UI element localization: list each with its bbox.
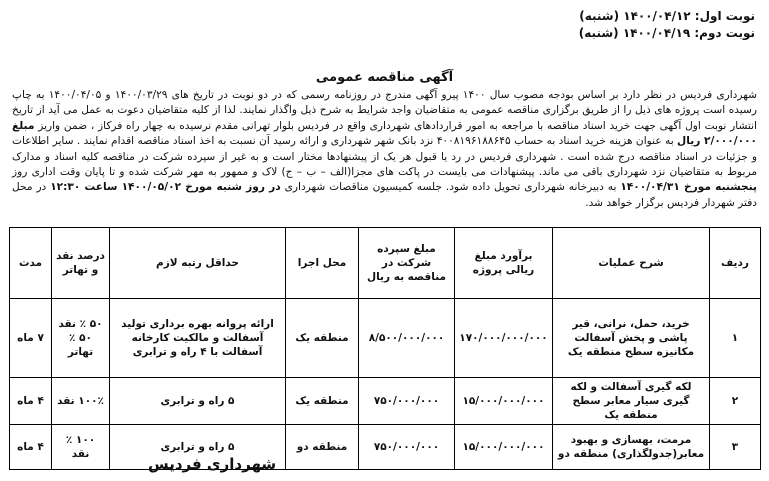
- header-grade: حداقل رتبه لازم: [110, 228, 286, 299]
- row-payment: ۱۰۰ ٪ نقد: [52, 425, 110, 470]
- row-description: لکه گیری آسفالت و لکه گیری سیار معابر سطح منطقه یک: [553, 378, 710, 425]
- table-row: [10, 299, 761, 378]
- body-paragraph-2: به عنوان هزینه خرید اسناد به حساب ۴۰۰۸۱۹۶۱۸۸۶۴۵ نزد بانک شهر شهرداری و ارائه رسید آن نسبت به اخذ اسناد مناقصه اقدام نمایند . سایر اطلاعات و جزئیات در اسناد مناقصه درج شده است . شهرداری فردیس در رد یا قبول هر یک از پیشنهادها مختار است و به غیر از سپرده شرکت در مناقصه کلیه اسناد و مدارک مربوط به متقاضیان نزد شهرداری باقی می ماند. پیشنهادات می بایست در پاکت های مجزا(الف – ب – ج) لاک و ممهور به مهر شرکت شده و تا پایان وقت اداری روز: [12, 135, 757, 179]
- row-location: منطقه دو: [286, 425, 359, 470]
- row-payment: ۱۰۰٪ نقد: [52, 378, 110, 425]
- row-duration: ۴ ماه: [10, 425, 52, 470]
- second-publication: نوبت دوم: ۱۴۰۰/۰۴/۱۹ (شنبه): [578, 26, 755, 40]
- body-paragraph-1: شهرداری فردیس در نظر دارد بر اساس بودجه مصوب سال ۱۴۰۰ پیرو آگهی مندرج در روزنامه رسمی که در دو نوبت در تاریخ های ۱۴۰۰/۰۳/۲۹ و ۱۴۰۰/۰۴/۰۵ به چاپ رسیده است پروژه های ذیل را از طریق برگزاری مناقصه عمومی به متقاضیان واجد شرایط به شرح ذیل واگذار نمایند. لذا از کلیه متقاضیان دعوت به عمل می آید از تاریخ انتشار نوبت اول آگهی جهت خرید اسناد مناقصه با مراجعه به امور قراردادهای شهرداری واقع در فردیس بلوار تهرانی مقدم نرسیده به چهار راه فرکاز ، ضمن واریز: [12, 89, 757, 132]
- body-paragraph-4: در محل دفتر شهردار فردیس برگزار خواهد شد.: [12, 181, 757, 209]
- row-number: ۱: [710, 299, 761, 378]
- projects-table: [9, 227, 761, 470]
- row-description: خرید، حمل، نرانی، قیر پاشی و پخش آسفالت مکانیزه سطح منطقه یک: [553, 299, 710, 378]
- header-estimate: برآورد مبلغ ریالی پروژه: [455, 228, 553, 299]
- table-row: [10, 378, 761, 425]
- row-payment: ۵۰ ٪ نقد ۵۰ ٪ تهاتر: [52, 299, 110, 378]
- deadline-date: پنجشنبه مورخ ۱۴۰۰/۰۴/۳۱: [620, 181, 757, 194]
- table-row: [10, 425, 761, 470]
- row-deposit: ۷۵۰/۰۰۰/۰۰۰: [359, 378, 455, 425]
- row-estimate: ۱۵/۰۰۰/۰۰۰/۰۰۰: [455, 378, 553, 425]
- header-deposit: مبلغ سپرده شرکت در مناقصه به ریال: [359, 228, 455, 299]
- row-grade: ۵ راه و ترابری: [110, 378, 286, 425]
- page-title: آگهی مناقصه عمومی: [315, 70, 454, 85]
- row-grade: ارائه پروانه بهره برداری تولید آسفالت و مالکیت کارخانه آسفالت با ۴ راه و ترابری: [110, 299, 286, 378]
- row-number: ۳: [710, 425, 761, 470]
- header-description: شرح عملیات: [553, 228, 710, 299]
- row-estimate: ۱۷۰/۰۰۰/۰۰۰/۰۰۰: [455, 299, 553, 378]
- header-duration: مدت: [10, 228, 52, 299]
- commission-date: در روز شنبه مورخ ۱۴۰۰/۰۵/۰۲ ساعت ۱۲:۳۰: [50, 181, 281, 194]
- signature: شهرداری فردیس: [148, 455, 277, 473]
- fee-amount: مبلغ ۲/۰۰۰/۰۰۰ ریال: [12, 119, 757, 148]
- row-duration: ۷ ماه: [10, 299, 52, 378]
- row-duration: ۴ ماه: [10, 378, 52, 425]
- row-description: مرمت، بهسازی و بهبود معابر(جدولگذاری) منطقه دو: [553, 425, 710, 470]
- header-row-number: ردیف: [710, 228, 761, 299]
- notice-body: [12, 88, 757, 211]
- row-number: ۲: [710, 378, 761, 425]
- publication-notice: [579, 8, 755, 42]
- row-estimate: ۱۵/۰۰۰/۰۰۰/۰۰۰: [455, 425, 553, 470]
- row-grade: ۵ راه و ترابری: [110, 425, 286, 470]
- first-publication: نوبت اول: ۱۴۰۰/۰۴/۱۲ (شنبه): [579, 9, 755, 23]
- row-location: منطقه یک: [286, 378, 359, 425]
- row-deposit: ۷۵۰/۰۰۰/۰۰۰: [359, 425, 455, 470]
- header-payment: درصد نقد و تهاتر: [52, 228, 110, 299]
- row-deposit: ۸/۵۰۰/۰۰۰/۰۰۰: [359, 299, 455, 378]
- table-header-row: [10, 228, 761, 299]
- body-paragraph-3: به دبیرخانه شهرداری تحویل داده شود. جلسه کمیسیون مناقصات شهرداری: [284, 181, 617, 194]
- header-location: محل اجرا: [286, 228, 359, 299]
- row-location: منطقه یک: [286, 299, 359, 378]
